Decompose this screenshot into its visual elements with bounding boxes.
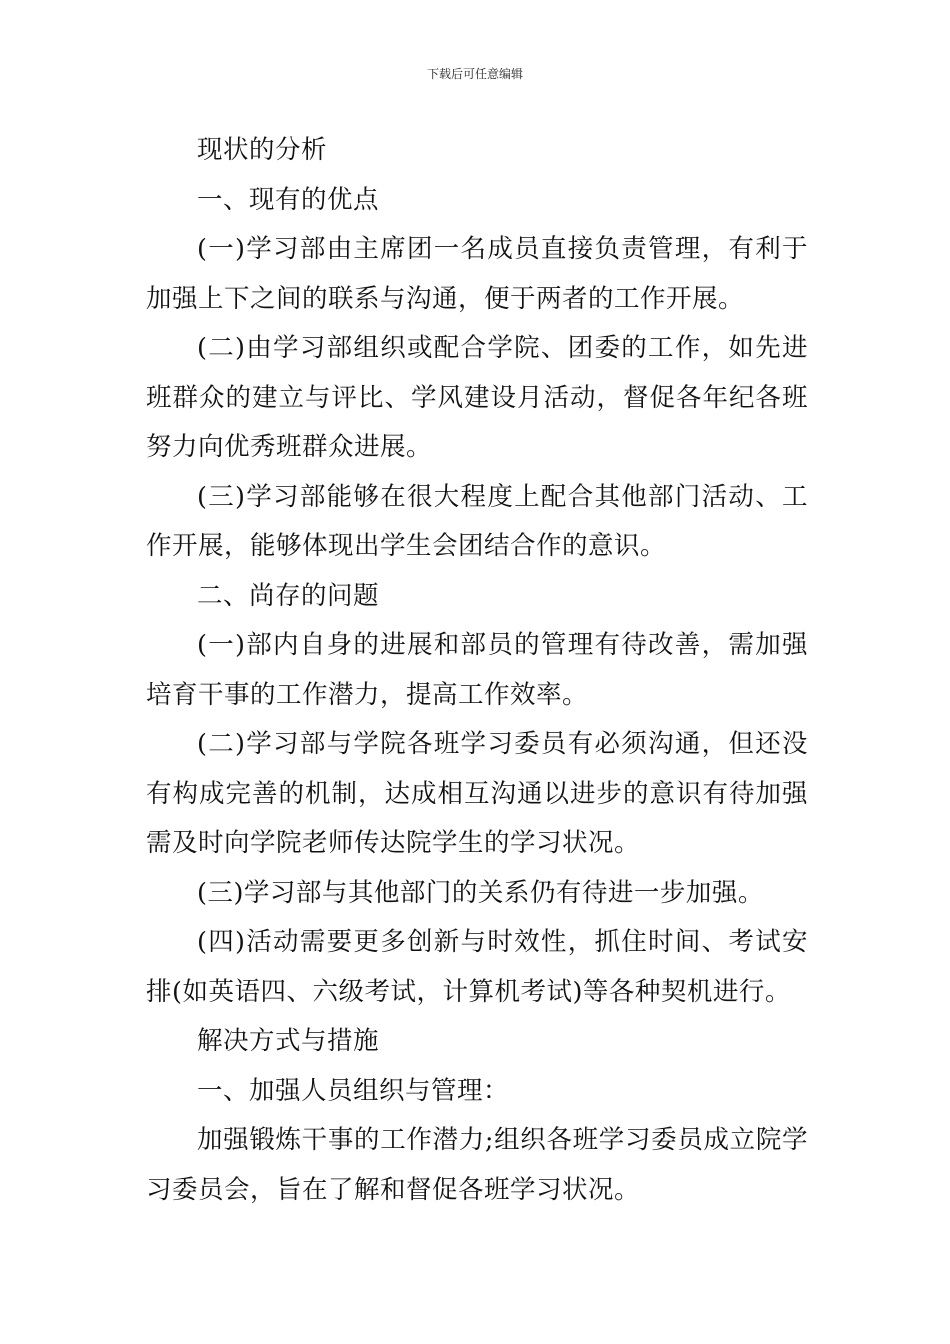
paragraph-strength-2: (二)由学习部组织或配合学院、团委的工作，如先进班群众的建立与评比、学风建设月活动，督促各年纪各班努力向优秀班群众进展。 — [146, 333, 808, 462]
subheading-problems: 二、尚存的问题 — [197, 580, 380, 611]
paragraph-problem-4: (四)活动需要更多创新与时效性，抓住时间、考试安排(如英语四、六级考试，计算机考试)等各种契机进行。 — [146, 927, 808, 1007]
section-heading-analysis: 现状的分析 — [197, 135, 328, 165]
paragraph-problem-1: (一)部内自身的进展和部员的管理有待改善，需加强培育干事的工作潜力，提高工作效率。 — [146, 630, 808, 710]
paragraph-problem-3: (三)学习部与其他部门的关系仍有待进一步加强。 — [197, 877, 764, 908]
subheading-strengths: 一、现有的优点 — [197, 184, 380, 215]
document-body — [146, 126, 808, 1215]
page-header: 下载后可任意编辑 — [426, 67, 523, 81]
paragraph-solution-1: 加强锻炼干事的工作潜力;组织各班学习委员成立院学习委员会，旨在了解和督促各班学习状况。 — [146, 1125, 808, 1205]
paragraph-strength-1: (一)学习部由主席团一名成员直接负责管理，有利于加强上下之间的联系与沟通，便于两者的工作开展。 — [146, 234, 808, 314]
paragraph-problem-2: (二)学习部与学院各班学习委员有必须沟通，但还没有构成完善的机制，达成相互沟通以进步的意识有待加强需及时向学院老师传达院学生的学习状况。 — [146, 729, 808, 858]
subheading-staff-management: 一、加强人员组织与管理： — [197, 1075, 510, 1106]
section-heading-solutions: 解决方式与措施 — [197, 1026, 380, 1056]
paragraph-strength-3: (三)学习部能够在很大程度上配合其他部门活动、工作开展，能够体现出学生会团结合作的意识。 — [146, 481, 808, 561]
